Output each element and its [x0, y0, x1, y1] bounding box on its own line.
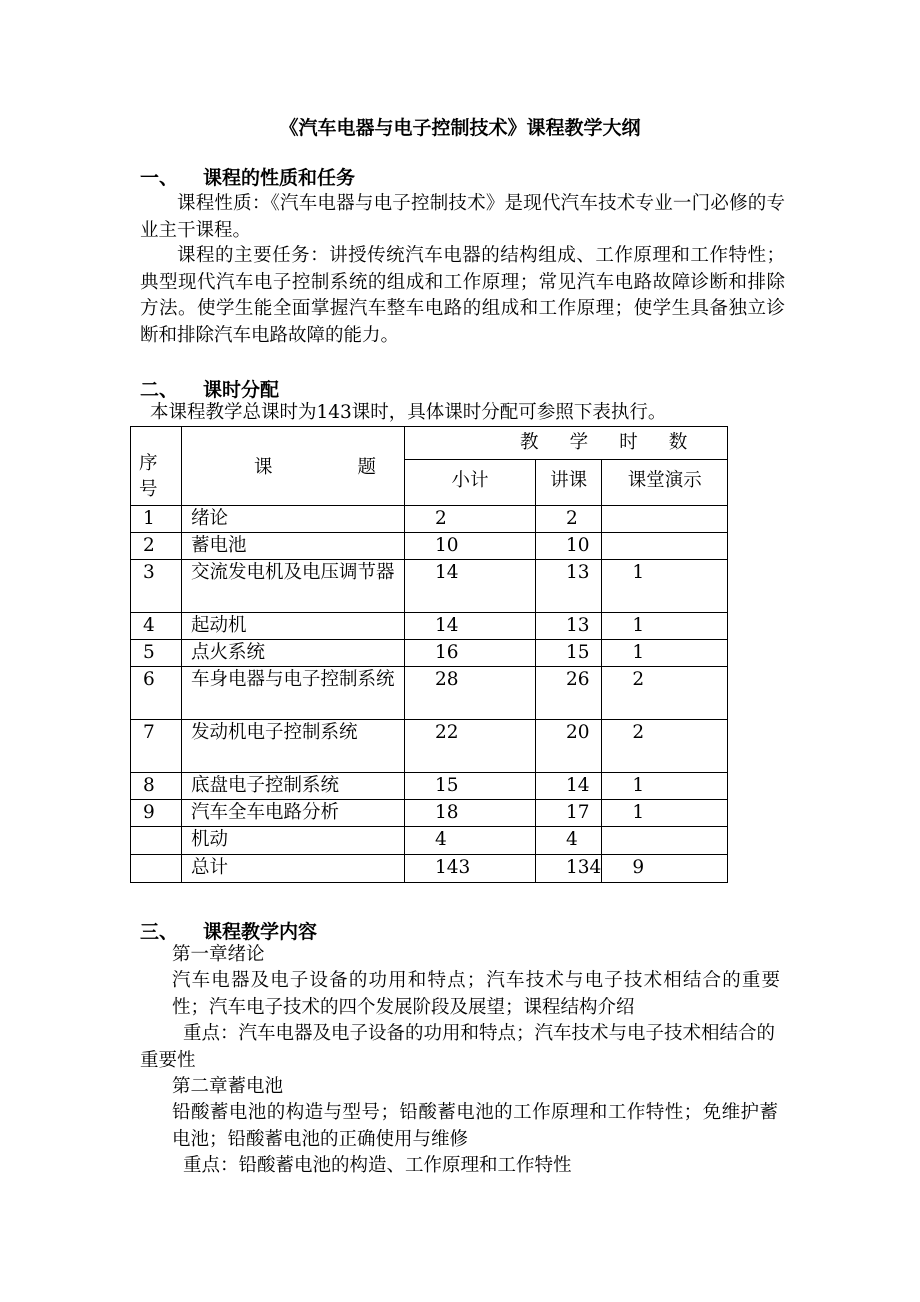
row-topic: 汽车全车电路分析 — [182, 800, 405, 827]
row-lecture: 20 — [536, 720, 602, 773]
document-title: 《汽车电器与电子控制技术》课程教学大纲 — [279, 117, 641, 139]
table-row — [131, 667, 728, 720]
section-number-3: 三、 — [140, 921, 179, 943]
row-no: 5 — [131, 640, 182, 667]
header-demo: 课堂演示 — [602, 460, 728, 506]
row-subtotal: 16 — [405, 640, 536, 667]
table-row — [131, 560, 728, 613]
row-demo — [602, 506, 728, 533]
chapter-1-title: 第一章绪论 — [172, 944, 265, 965]
section-title-2: 课时分配 — [203, 379, 280, 401]
chapter-1-content: 汽车电器及电子设备的功用和特点；汽车技术与电子技术相结合的重要性；汽车电子技术的四个发展阶段及展望；课程结构介绍 — [172, 970, 780, 1018]
row-topic: 绪论 — [182, 506, 405, 533]
row-demo: 1 — [602, 773, 728, 800]
row-topic: 起动机 — [182, 613, 405, 640]
section-heading-3 — [140, 917, 317, 944]
row-demo: 2 — [602, 720, 728, 773]
row-no — [131, 855, 182, 883]
row-lecture: 4 — [536, 827, 602, 855]
section-title-3: 课程教学内容 — [203, 921, 318, 943]
table-row — [131, 827, 728, 855]
hours-intro: 本课程教学总课时为143课时，具体课时分配可参照下表执行。 — [150, 402, 667, 423]
row-no — [131, 827, 182, 855]
table-row — [131, 533, 728, 560]
chapter-1-key-points: 重点：汽车电器及电子设备的功用和特点；汽车技术与电子技术相结合的重要性 — [140, 1023, 776, 1071]
row-no: 6 — [131, 667, 182, 720]
row-demo: 1 — [602, 800, 728, 827]
chapter-2-title: 第二章蓄电池 — [172, 1076, 284, 1097]
table-row — [131, 640, 728, 667]
header-hours: 教学时数 — [405, 427, 728, 460]
row-no: 2 — [131, 533, 182, 560]
table-row — [131, 613, 728, 640]
row-subtotal: 143 — [405, 855, 536, 883]
section-title-1: 课程的性质和任务 — [203, 167, 356, 189]
table-header-row — [131, 427, 728, 460]
course-task-paragraph: 课程的主要任务：讲授传统汽车电器的结构组成、工作原理和工作特性；典型现代汽车电子控制系统的组成和工作原理；常见汽车电路故障诊断和排除方法。使学生能全面掌握汽车整车电路的组成和工作原理；使学生具备独立诊断和排除汽车电路故障的能力。 — [140, 245, 785, 346]
row-topic: 底盘电子控制系统 — [182, 773, 405, 800]
table-row — [131, 800, 728, 827]
row-subtotal: 18 — [405, 800, 536, 827]
chapter-2-content: 铅酸蓄电池的构造与型号；铅酸蓄电池的工作原理和工作特性；免维护蓄电池；铅酸蓄电池的正确使用与维修 — [172, 1102, 778, 1150]
row-subtotal: 2 — [405, 506, 536, 533]
header-topic: 课题 — [182, 427, 405, 506]
row-topic: 车身电器与电子控制系统 — [182, 667, 405, 720]
row-subtotal: 28 — [405, 667, 536, 720]
row-demo: 2 — [602, 667, 728, 720]
table-row — [131, 773, 728, 800]
row-demo — [602, 827, 728, 855]
row-subtotal: 15 — [405, 773, 536, 800]
row-lecture: 15 — [536, 640, 602, 667]
row-lecture: 2 — [536, 506, 602, 533]
row-lecture: 10 — [536, 533, 602, 560]
row-topic: 机动 — [182, 827, 405, 855]
header-no: 序号 — [131, 427, 182, 506]
row-demo: 1 — [602, 560, 728, 613]
row-no: 1 — [131, 506, 182, 533]
table-row — [131, 720, 728, 773]
row-topic: 点火系统 — [182, 640, 405, 667]
table-row — [131, 506, 728, 533]
row-subtotal: 14 — [405, 560, 536, 613]
row-lecture: 26 — [536, 667, 602, 720]
row-lecture: 17 — [536, 800, 602, 827]
row-lecture: 14 — [536, 773, 602, 800]
row-lecture: 13 — [536, 613, 602, 640]
section-heading-2 — [140, 375, 279, 402]
row-demo: 9 — [602, 855, 728, 883]
row-topic: 蓄电池 — [182, 533, 405, 560]
header-lecture: 讲课 — [536, 460, 602, 506]
table-row — [131, 855, 728, 883]
section-number-2: 二、 — [140, 379, 179, 401]
row-lecture: 13 — [536, 560, 602, 613]
section-number-1: 一、 — [140, 167, 179, 189]
row-no: 4 — [131, 613, 182, 640]
row-no: 9 — [131, 800, 182, 827]
row-subtotal: 10 — [405, 533, 536, 560]
row-topic: 交流发电机及电压调节器 — [182, 560, 405, 613]
row-topic: 发动机电子控制系统 — [182, 720, 405, 773]
course-nature-paragraph: 课程性质：《汽车电器与电子控制技术》是现代汽车技术专业一门必修的专业主干课程。 — [140, 193, 785, 241]
row-subtotal: 14 — [405, 613, 536, 640]
row-subtotal: 4 — [405, 827, 536, 855]
row-topic: 总计 — [182, 855, 405, 883]
section-heading-1 — [140, 163, 355, 190]
row-subtotal: 22 — [405, 720, 536, 773]
row-demo — [602, 533, 728, 560]
row-no: 8 — [131, 773, 182, 800]
chapter-2-key-points: 重点：铅酸蓄电池的构造、工作原理和工作特性 — [183, 1155, 572, 1176]
row-no: 3 — [131, 560, 182, 613]
row-lecture: 134 — [536, 855, 602, 883]
row-no: 7 — [131, 720, 182, 773]
row-demo: 1 — [602, 613, 728, 640]
header-subtotal: 小计 — [405, 460, 536, 506]
row-demo: 1 — [602, 640, 728, 667]
hours-table — [130, 426, 728, 883]
